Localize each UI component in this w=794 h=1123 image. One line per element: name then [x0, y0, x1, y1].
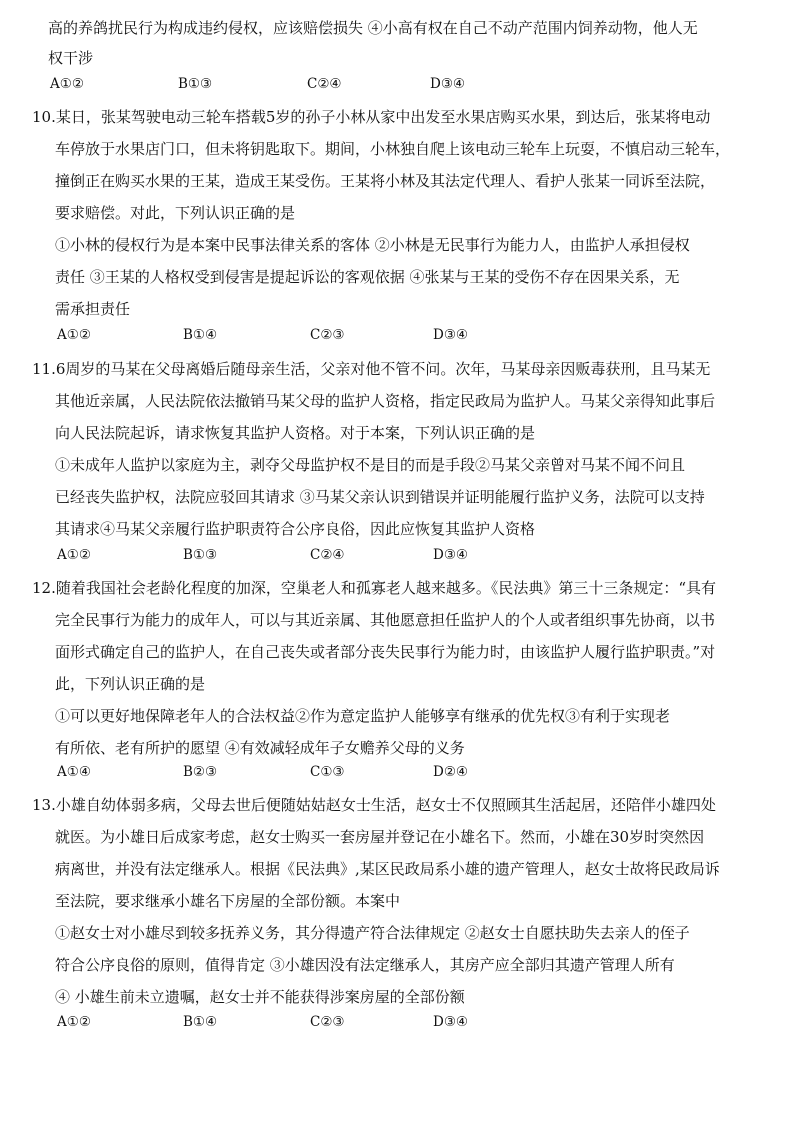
- question-line: 其他近亲属，人民法院依法撤销马某父母的监护人资格，指定民政局为监护人。马某父亲得知此事后: [55, 392, 716, 410]
- option-c: C①③: [310, 764, 345, 780]
- option-a: A①④: [57, 764, 91, 780]
- option-a: A①②: [50, 76, 84, 92]
- statement-line: 其请求④马某父亲履行监护职责符合公序良俗，因此应恢复其监护人资格: [55, 520, 536, 538]
- question-line: 完全民事行为能力的成年人，可以与其近亲属、其他愿意担任监护人的个人或者组织事先协商，以书: [55, 611, 716, 629]
- option-c: C②③: [310, 1014, 345, 1030]
- question-stem: 11.6周岁的马某在父母离婚后随母亲生活，父亲对他不管不问。次年，马某母亲因贩毒获刑，且马某无: [32, 360, 711, 378]
- option-b: B①④: [183, 327, 218, 343]
- option-d: D③④: [433, 1014, 469, 1030]
- question-line: 此，下列认识正确的是: [55, 675, 206, 693]
- question-line: 要求赔偿。对此，下列认识正确的是: [55, 204, 296, 222]
- option-d: D②④: [433, 764, 469, 780]
- option-d: D③④: [433, 327, 469, 343]
- question-stem: 12.随着我国社会老龄化程度的加深，空巢老人和孤寡老人越来越多。《民法典》第三十三条规定：“具有: [32, 579, 717, 597]
- question-line: 至法院，要求继承小雄名下房屋的全部份额。本案中: [55, 892, 401, 910]
- option-d: D③④: [430, 76, 466, 92]
- option-b: B①③: [183, 547, 218, 563]
- option-c: C②④: [310, 547, 345, 563]
- statement-line: 责任 ③王某的人格权受到侵害是提起诉讼的客观依据 ④张某与王某的受伤不存在因果关系，无: [55, 268, 680, 286]
- question-line: 高的养鸽扰民行为构成违约侵权，应该赔偿损失 ④小高有权在自己不动产范围内饲养动物，他人无: [48, 19, 698, 37]
- question-stem: 10.某日，张某驾驶电动三轮车搭载5岁的孙子小林从家中出发至水果店购买水果，到达后，张某将电动: [32, 108, 711, 126]
- option-b: B①④: [183, 1014, 218, 1030]
- statement-line: ①赵女士对小雄尽到较多抚养义务，其分得遗产符合法律规定 ②赵女士自愿扶助失去亲人的侄子: [55, 924, 690, 942]
- statement-line: 符合公序良俗的原则，值得肯定 ③小雄因没有法定继承人，其房产应全部归其遗产管理人所有: [55, 956, 675, 974]
- question-line: 撞倒正在购买水果的王某，造成王某受伤。王某将小林及其法定代理人、看护人张某一同诉至法院，: [55, 172, 716, 190]
- option-b: B①③: [178, 76, 213, 92]
- statement-line: ①可以更好地保障老年人的合法权益②作为意定监护人能够享有继承的优先权③有利于实现老: [55, 707, 671, 725]
- statement-line: ①未成年人监护以家庭为主，剥夺父母监护权不是目的而是手段②马某父亲曾对马某不闻不问且: [55, 456, 686, 474]
- statement-line: 有所依、老有所护的愿望 ④有效减轻成年子女赡养父母的义务: [55, 739, 465, 757]
- statement-line: ①小林的侵权行为是本案中民事法律关系的客体 ②小林是无民事行为能力人，由监护人承担侵权: [55, 236, 690, 254]
- option-a: A①②: [57, 327, 91, 343]
- statement-line: 需承担责任: [55, 300, 131, 318]
- question-stem: 13.小雄自幼体弱多病，父母去世后便随姑姑赵女士生活，赵女士不仅照顾其生活起居，还陪伴小雄四处: [32, 796, 716, 814]
- question-line: 面形式确定自己的监护人，在自己丧失或者部分丧失民事行为能力时，由该监护人履行监护职责。”对: [55, 643, 716, 661]
- statement-line: 已经丧失监护权，法院应驳回其请求 ③马某父亲认识到错误并证明能履行监护义务，法院可以支持: [55, 488, 705, 506]
- question-line: 车停放于水果店门口，但未将钥匙取下。期间，小林独自爬上该电动三轮车上玩耍，不慎启动三轮车，: [55, 140, 731, 158]
- question-line: 向人民法院起诉，请求恢复其监护人资格。对于本案，下列认识正确的是: [55, 424, 536, 442]
- option-d: D③④: [433, 547, 469, 563]
- option-a: A①②: [57, 1014, 91, 1030]
- question-line: 就医。为小雄日后成家考虑，赵女士购买一套房屋并登记在小雄名下。然而，小雄在30岁时突然因: [55, 828, 705, 846]
- statement-line: ④ 小雄生前未立遗嘱，赵女士并不能获得涉案房屋的全部份额: [55, 988, 465, 1006]
- option-c: C②③: [310, 327, 345, 343]
- option-c: C②④: [307, 76, 342, 92]
- option-b: B②③: [183, 764, 218, 780]
- question-line: 病离世，并没有法定继承人。根据《民法典》,某区民政局系小雄的遗产管理人，赵女士故将民政局诉: [55, 860, 720, 878]
- option-a: A①②: [57, 547, 91, 563]
- question-line: 权干涉: [48, 49, 94, 67]
